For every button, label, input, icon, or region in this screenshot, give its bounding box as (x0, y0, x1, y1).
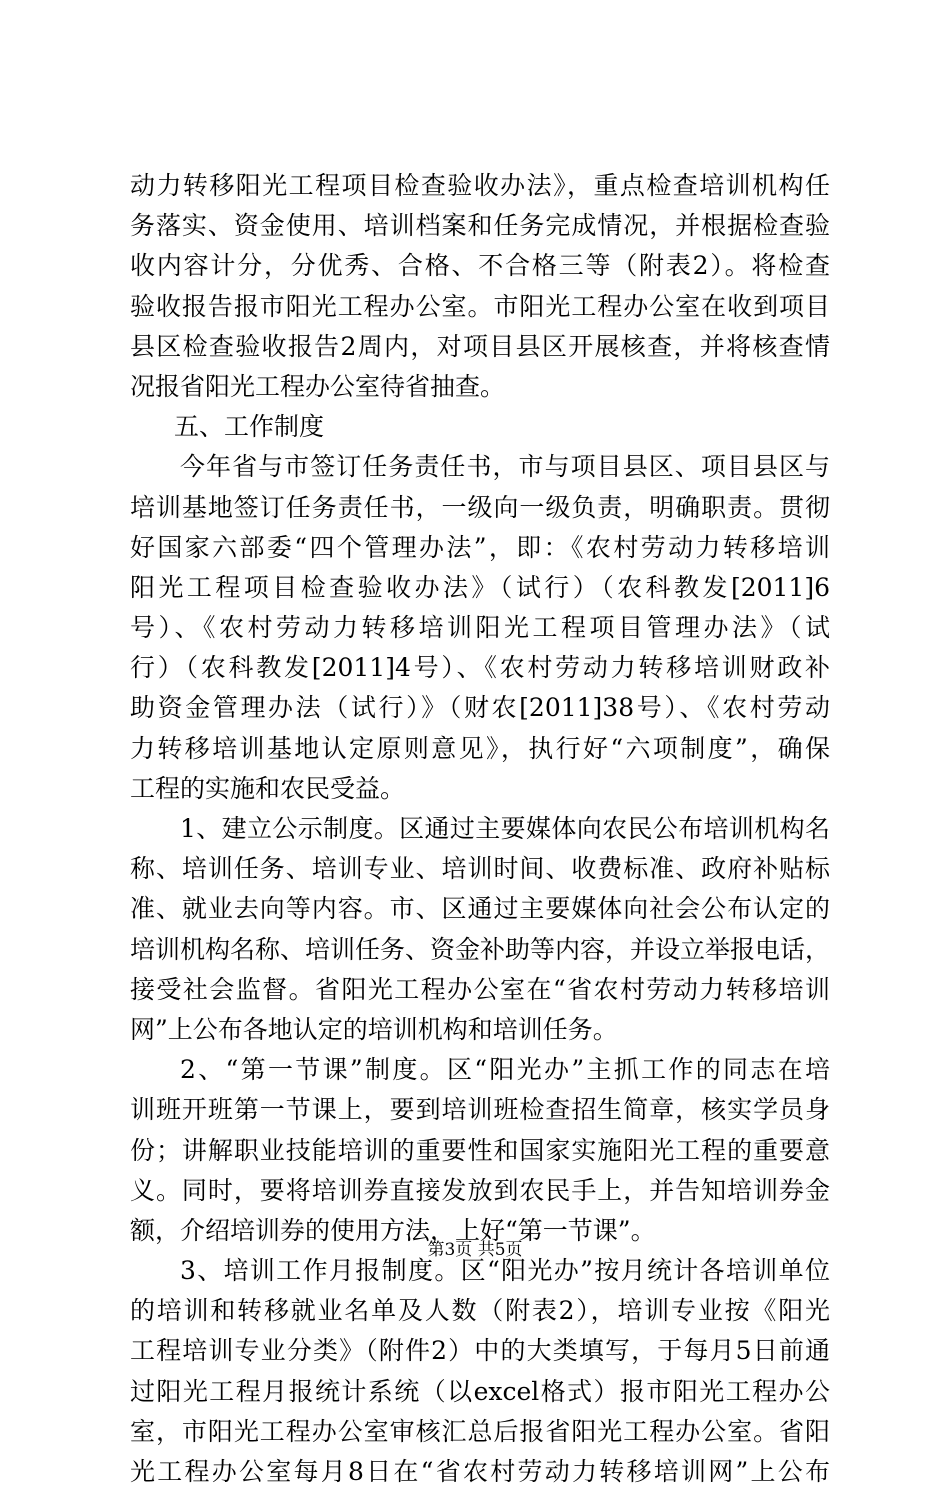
text-line: 称、培训任务、培训专业、培训时间、收费标准、政府补贴标 (130, 854, 830, 884)
text-line: 阳光工程项目检查验收办法》（试行）（农科教发[2011]6 (130, 572, 830, 602)
text-line: 培训基地签订任务责任书，一级向一级负责，明确职责。贯彻 (130, 492, 830, 522)
text-line: 义。同时，要将培训券直接发放到农民手上，并告知培训券金 (130, 1175, 830, 1205)
text-line: 工程培训专业分类》（附件2）中的大类填写，于每月5日前通 (130, 1336, 830, 1366)
text-line: 室，市阳光工程办公室审核汇总后报省阳光工程办公室。省阳 (130, 1416, 830, 1446)
text-line: 1、建立公示制度。区通过主要媒体向农民公布培训机构名 (180, 814, 830, 843)
text-line: 准、就业去向等内容。市、区通过主要媒体向社会公布认定的 (130, 894, 830, 924)
text-line: 过阳光工程月报统计系统（以excel格式）报市阳光工程办公 (130, 1376, 830, 1406)
text-line: 行）（农科教发[2011]4号）、《农村劳动力转移培训财政补 (130, 653, 830, 683)
document-body (130, 166, 830, 1492)
text-line: 额，介绍培训券的使用方法，上好“第一节课”。 (130, 1215, 656, 1245)
text-line: 助资金管理办法（试行）》（财农[2011]38号）、《农村劳动 (130, 693, 830, 723)
text-line: 工程的实施和农民受益。 (130, 773, 406, 803)
text-line: 务落实、资金使用、培训档案和任务完成情况，并根据检查验 (130, 211, 830, 241)
text-line: 县区检查验收报告2周内，对项目县区开展核查，并将核查情 (130, 331, 830, 361)
text-line: 收内容计分，分优秀、合格、不合格三等（附表2）。将检查 (130, 251, 830, 281)
text-line: 今年省与市签订任务责任书，市与项目县区、项目县区与 (180, 452, 830, 482)
page-footer: 第3页 共5页 (427, 1240, 523, 1260)
text-line: 份；讲解职业技能培训的重要性和国家实施阳光工程的重要意 (130, 1135, 830, 1165)
text-line: 光工程办公室每月8日在“省农村劳动力转移培训网”上公布 (130, 1457, 830, 1486)
text-line: 号）、《农村劳动力转移培训阳光工程项目管理办法》（试 (130, 613, 830, 643)
text-line: 的培训和转移就业名单及人数（附表2），培训专业按《阳光 (130, 1296, 830, 1326)
section-heading: 五、工作制度 (174, 412, 325, 442)
text-line: 2、“第一节课”制度。区“阳光办”主抓工作的同志在培 (180, 1055, 830, 1085)
text-line: 况报省阳光工程办公室待省抽查。 (130, 371, 506, 401)
text-line: 网”上公布各地认定的培训机构和培训任务。 (130, 1014, 618, 1044)
text-line: 培训机构名称、培训任务、资金补助等内容，并设立举报电话， (130, 934, 830, 964)
text-line: 好国家六部委“四个管理办法”，即：《农村劳动力转移培训 (130, 532, 830, 562)
text-line: 3、培训工作月报制度。区“阳光办”按月统计各培训单位 (180, 1256, 830, 1286)
text-line: 力转移培训基地认定原则意见》，执行好“六项制度”，确保 (130, 733, 830, 763)
text-line: 训班开班第一节课上，要到培训班检查招生简章，核实学员身 (130, 1095, 830, 1125)
text-line: 动力转移阳光工程项目检查验收办法》，重点检查培训机构任 (130, 171, 830, 200)
text-line: 验收报告报市阳光工程办公室。市阳光工程办公室在收到项目 (130, 291, 830, 321)
text-line: 接受社会监督。省阳光工程办公室在“省农村劳动力转移培训 (130, 974, 830, 1004)
